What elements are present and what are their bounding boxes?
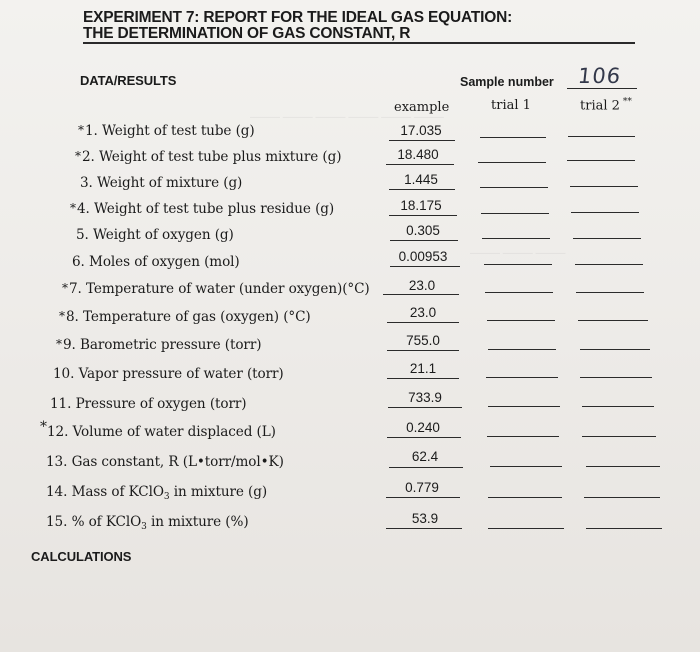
example-value: 0.240 (406, 420, 440, 435)
row-number: 13. (46, 454, 68, 470)
row-label-text: Temperature of water (under oxygen)(°C) (86, 281, 370, 297)
label-part: in mixture (g) (169, 484, 268, 500)
data-results-heading: DATA/RESULTS (80, 73, 177, 88)
trial1-answer-line[interactable] (488, 406, 560, 407)
example-value: 18.480 (397, 147, 439, 162)
row-label-text: Weight of test tube plus residue (g) (94, 201, 335, 217)
row-number: 9. (63, 337, 76, 353)
trial2-answer-line[interactable] (584, 497, 660, 498)
trial1-answer-line[interactable] (478, 162, 546, 163)
example-value: 0.779 (405, 480, 439, 495)
row-label-text: Pressure of oxygen (torr) (75, 396, 247, 412)
trial2-answer-line[interactable] (570, 186, 638, 187)
row-label-text: Temperature of gas (oxygen) (°C) (83, 309, 311, 325)
row-number: 1. (85, 123, 98, 139)
trial1-answer-line[interactable] (488, 528, 564, 529)
trial1-answer-line[interactable] (480, 187, 548, 188)
title-underline (83, 42, 635, 44)
row-number: 15. (46, 514, 68, 530)
example-answer-line (390, 266, 460, 267)
row-weight-tube-plus-mixture (82, 149, 341, 165)
row-percent-kclo3 (46, 514, 249, 532)
row-label-text (72, 484, 268, 500)
row-label-text: Vapor pressure of water (torr) (78, 366, 284, 382)
example-answer-line (387, 322, 459, 323)
example-answer-line (389, 215, 457, 216)
row-weight-test-tube (85, 123, 255, 139)
bleed-through-text: ——— ——— ——— ——— ——— ——— (250, 112, 444, 123)
trial1-answer-line[interactable] (487, 320, 555, 321)
example-answer-line (383, 294, 459, 295)
row-label-text: Weight of test tube (g) (102, 123, 255, 139)
trial1-answer-line[interactable] (487, 436, 559, 437)
example-value: 23.0 (409, 305, 437, 320)
trial2-answer-line[interactable] (580, 377, 652, 378)
example-value: 23.0 (408, 278, 436, 293)
example-value: 18.175 (400, 198, 442, 213)
example-answer-line (388, 407, 462, 408)
required-mark: * (59, 309, 65, 323)
row-number: 3. (80, 175, 93, 191)
example-answer-line (387, 378, 459, 379)
row-number: 7. (69, 281, 82, 297)
trial2-answer-line[interactable] (575, 264, 643, 265)
row-weight-mixture (80, 175, 242, 191)
example-answer-line (386, 497, 460, 498)
trial1-answer-line[interactable] (486, 377, 558, 378)
example-value: 17.035 (400, 123, 442, 138)
trial1-answer-line[interactable] (482, 238, 550, 239)
label-part: Mass of KClO (71, 484, 164, 500)
trial1-answer-line[interactable] (481, 213, 549, 214)
calculations-heading: CALCULATIONS (31, 549, 132, 564)
row-number: 11. (50, 396, 72, 412)
example-answer-line (389, 467, 463, 468)
trial2-answer-line[interactable] (586, 528, 662, 529)
trial1-answer-line[interactable] (480, 137, 546, 138)
example-answer-line (390, 240, 458, 241)
trial2-footnote-mark: ** (622, 97, 632, 107)
row-number: 6. (72, 254, 85, 270)
trial1-answer-line[interactable] (490, 466, 562, 467)
example-answer-line (389, 140, 455, 141)
required-mark: * (62, 281, 68, 295)
example-value: 733.9 (408, 390, 442, 405)
sample-number-line (567, 88, 637, 89)
row-number: 5. (76, 227, 89, 243)
required-mark: * (56, 337, 62, 351)
row-label-text: Moles of oxygen (mol) (89, 254, 240, 270)
row-label-text: Weight of test tube plus mixture (g) (99, 149, 342, 165)
row-number: 2. (82, 149, 95, 165)
row-label-text (72, 514, 249, 530)
row-temperature-gas (66, 309, 311, 325)
row-vapor-pressure-water (53, 366, 284, 382)
example-answer-line (386, 528, 462, 529)
trial2-label: trial 2 (580, 98, 620, 114)
row-gas-constant (46, 454, 284, 470)
sample-number-label: Sample number (460, 75, 554, 89)
trial2-answer-line[interactable] (578, 320, 648, 321)
report-title-line2: THE DETERMINATION OF GAS CONSTANT, R (83, 25, 411, 42)
column-example-heading: example (394, 100, 450, 115)
example-value: 0.305 (406, 223, 440, 238)
example-answer-line (387, 350, 459, 351)
required-mark: * (40, 419, 47, 435)
example-value: 1.445 (404, 172, 438, 187)
trial2-answer-line[interactable] (567, 160, 635, 161)
trial2-answer-line[interactable] (571, 212, 639, 213)
column-trial2-heading (580, 97, 632, 113)
label-part: % of KClO (71, 514, 142, 530)
trial2-answer-line[interactable] (580, 349, 650, 350)
required-mark: * (78, 123, 84, 137)
label-subscript: 3 (141, 522, 147, 532)
example-answer-line (389, 189, 455, 190)
row-label-text: Weight of oxygen (g) (93, 227, 234, 243)
row-moles-oxygen (72, 254, 240, 270)
trial2-answer-line[interactable] (576, 292, 644, 293)
trial1-answer-line[interactable] (485, 292, 553, 293)
trial1-answer-line[interactable] (484, 264, 552, 265)
label-part: in mixture (%) (146, 514, 249, 530)
bleed-through-text: ——— ——— ——— (470, 248, 566, 259)
example-value: 62.4 (411, 449, 439, 464)
row-volume-water-displaced (47, 424, 276, 440)
trial2-answer-line[interactable] (582, 406, 654, 407)
row-label-text: Gas constant, R (L•torr/mol•K) (71, 454, 284, 470)
trial2-answer-line[interactable] (582, 436, 656, 437)
row-weight-tube-plus-residue (77, 201, 334, 217)
trial1-answer-line[interactable] (488, 497, 562, 498)
row-weight-oxygen (76, 227, 234, 243)
trial2-answer-line[interactable] (573, 238, 641, 239)
example-value: 0.00953 (398, 249, 448, 264)
example-answer-line (387, 437, 461, 438)
example-value: 53.9 (411, 511, 439, 526)
row-number: 4. (77, 201, 90, 217)
sample-number-value[interactable]: 106 (576, 64, 623, 88)
row-number: 10. (53, 366, 75, 382)
row-label-text: Weight of mixture (g) (97, 175, 243, 191)
example-value: 755.0 (406, 333, 440, 348)
row-number: 12. (47, 424, 69, 440)
trial2-answer-line[interactable] (586, 466, 660, 467)
row-label-text: Barometric pressure (torr) (80, 337, 262, 353)
required-mark: * (70, 201, 76, 215)
row-number: 8. (66, 309, 79, 325)
row-pressure-oxygen (50, 396, 246, 412)
row-barometric-pressure (63, 337, 261, 353)
row-label-text: Volume of water displaced (L) (72, 424, 276, 440)
row-temperature-water (69, 281, 370, 297)
required-mark: * (75, 149, 81, 163)
trial1-answer-line[interactable] (488, 349, 556, 350)
trial2-answer-line[interactable] (568, 136, 635, 137)
report-title-line1: EXPERIMENT 7: REPORT FOR THE IDEAL GAS EQUATION: (83, 9, 513, 26)
row-mass-kclo3 (46, 484, 267, 502)
label-subscript: 3 (163, 492, 170, 502)
column-trial1-heading: trial 1 (491, 98, 531, 113)
row-number: 14. (46, 484, 68, 500)
example-answer-line (386, 164, 454, 165)
example-value: 21.1 (409, 361, 437, 376)
